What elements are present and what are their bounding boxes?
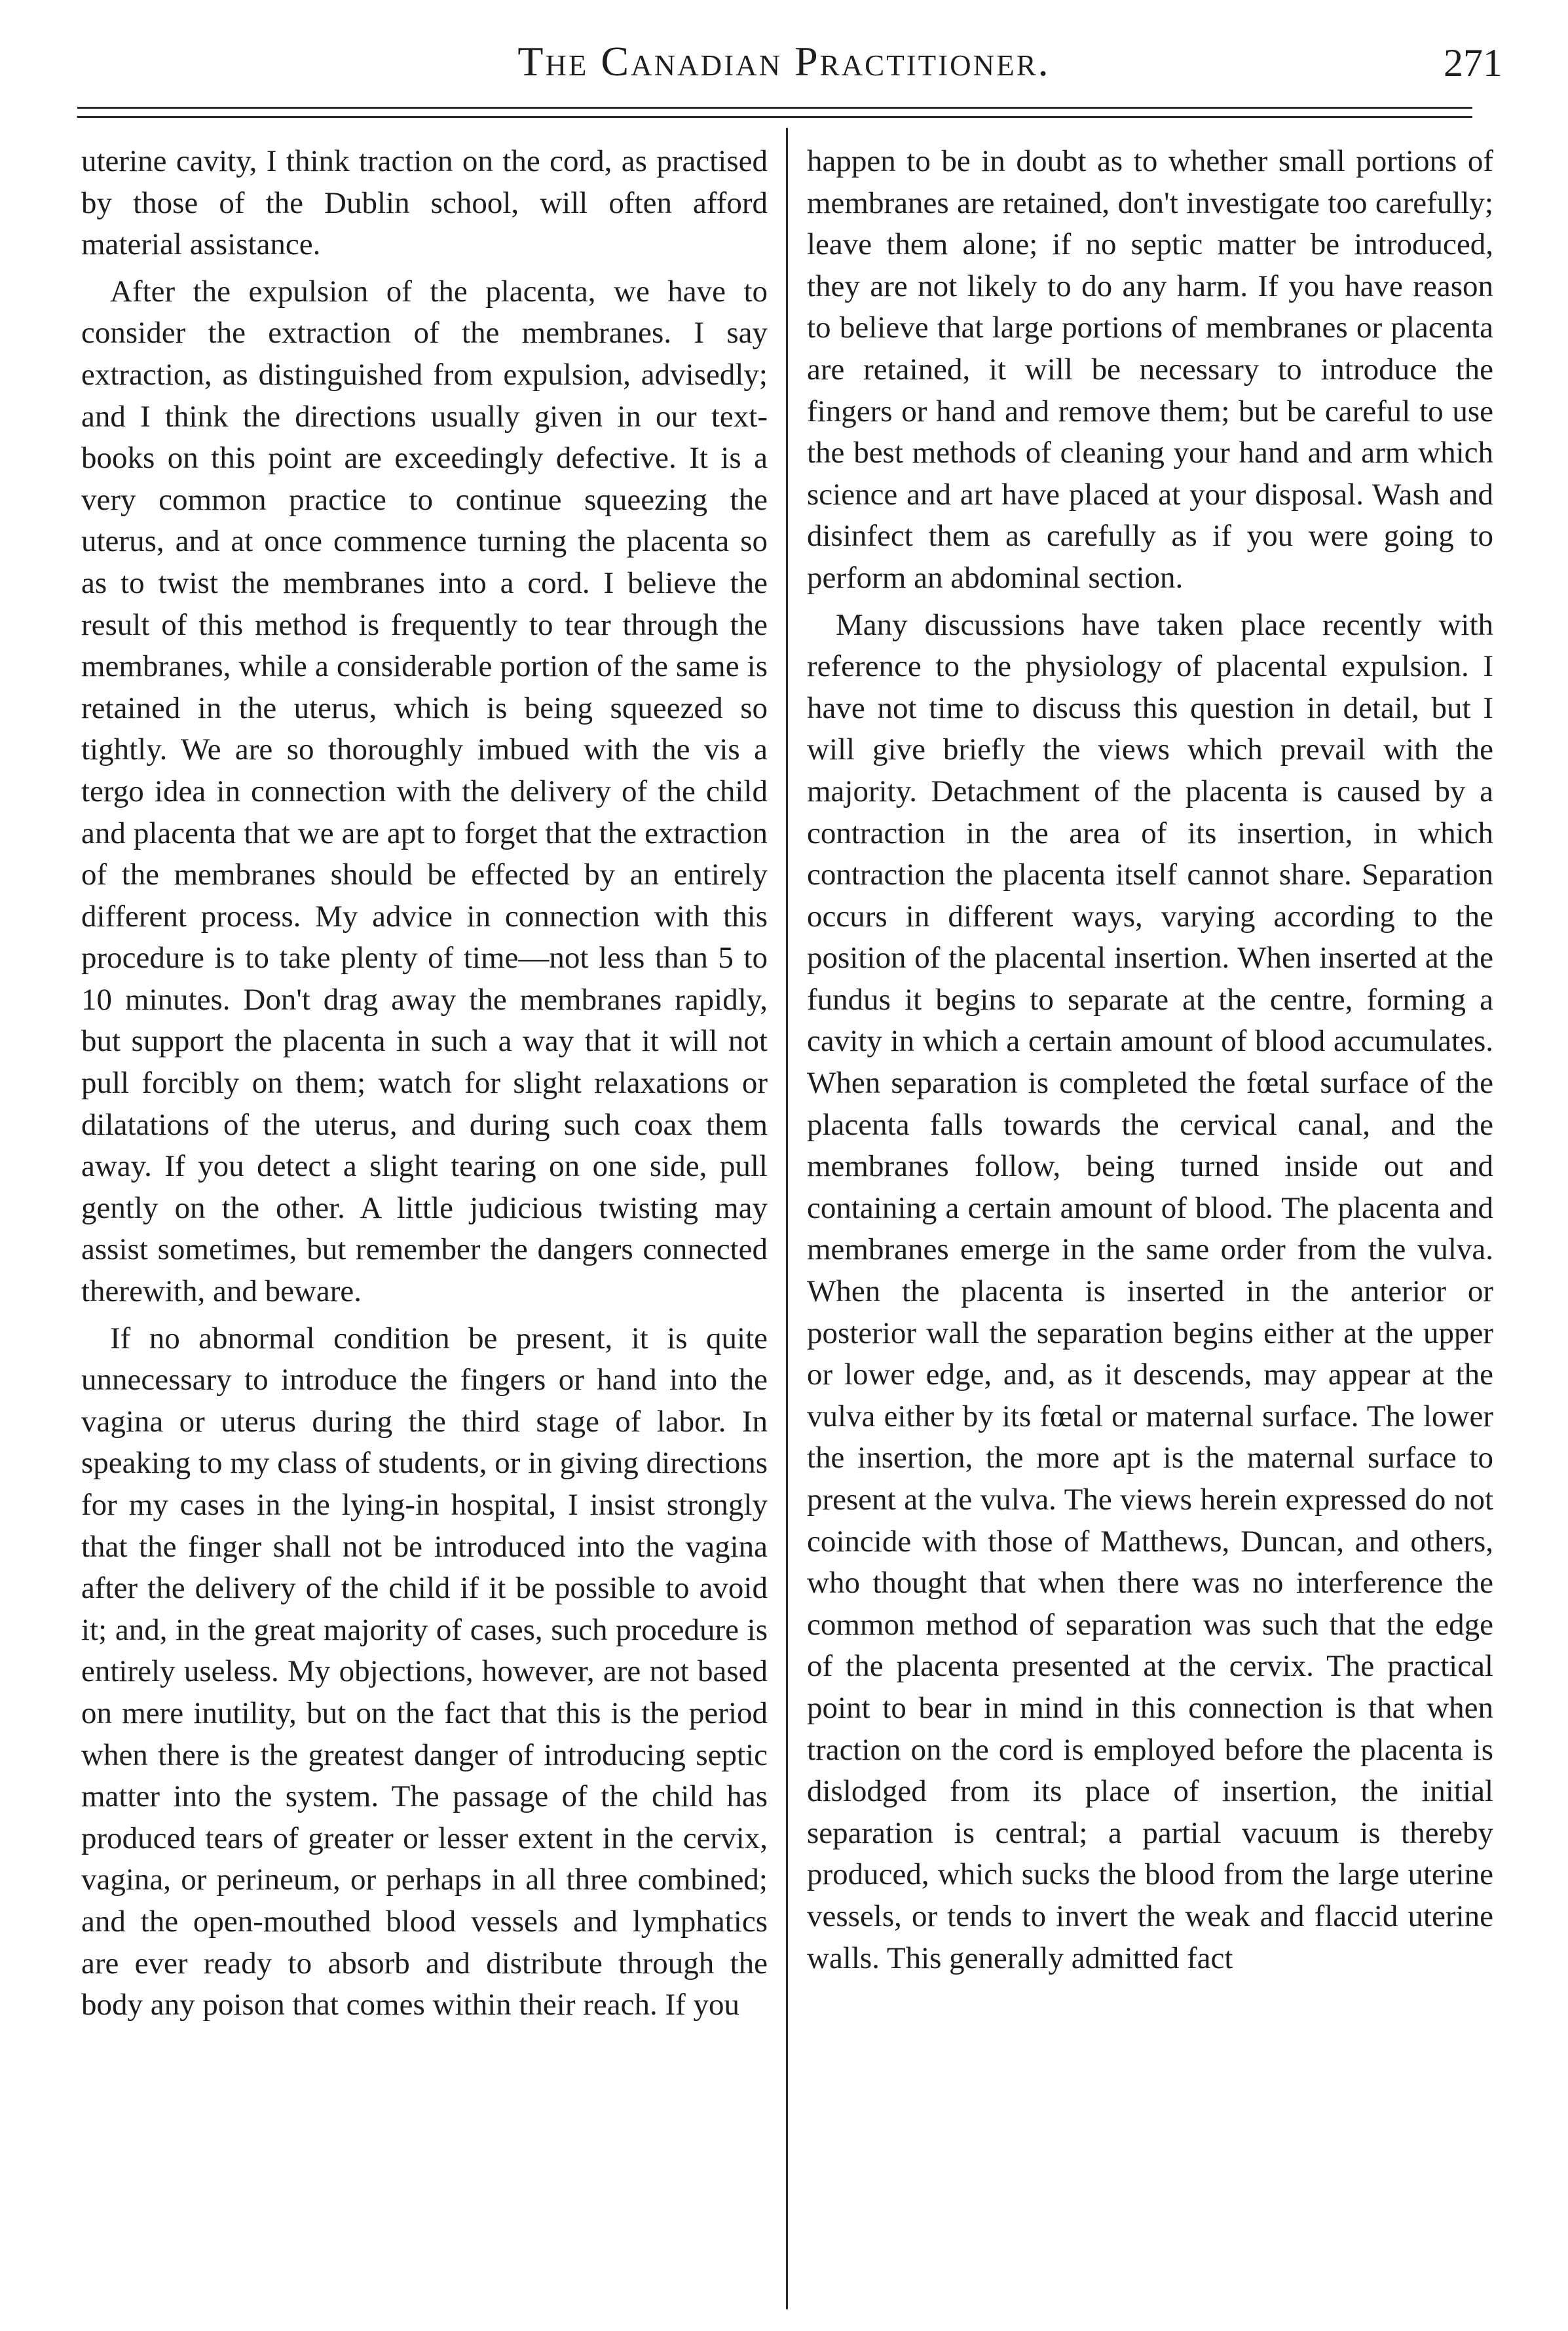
left-column <box>81 141 768 2316</box>
paragraph-membranes-extraction: After the expulsion of the placenta, we have to consider the extraction of the membranes. I say extraction, as distinguished from expulsion, advisedly; and I think the directions usually given in our text-books on this point are exceedingly defective. It is a very common practice to continue squeezing the uterus, and at once commence turning the placenta so as to twist the membranes into a cord. I believe the result of this method is frequently to tear through the membranes, while a considerable portion of the same is retained in the uterus, which is being squeezed so tightly. We are so thoroughly imbued with the vis a tergo idea in connection with the delivery of the child and placenta that we are apt to forget that the extraction of the membranes should be effected by an entirely different process. My advice in connection with this procedure is to take plenty of time—not less than 5 to 10 minutes. Don't drag away the membranes rapidly, but support the placenta in such a way that it will not pull forcibly on them; watch for slight relaxations or dilatations of the uterus, and during such coax them away. If you detect a slight tearing on one side, pull gently on the other. A little judicious twisting may assist sometimes, but remember the dangers connected therewith, and beware. <box>81 274 768 1309</box>
journal-title: The Canadian Practitioner. <box>517 38 1051 85</box>
header-rule-bottom <box>77 116 1472 118</box>
right-column <box>807 141 1493 2316</box>
paragraph-retained-membranes: happen to be in doubt as to whether small portions of membranes are retained, don't investigate too carefully; leave them alone; if no septic matter be introduced, they are not likely to do any harm. If you have reason to believe that large portions of membranes or placenta are retained, it will be necessary to introduce the fingers or hand and remove them; but be careful to use the best methods of cleaning your hand and arm which science and art have placed at your disposal. Wash and disinfect them as carefully as if you were going to perform an abdominal section. <box>807 144 1493 595</box>
column-divider <box>786 128 788 2309</box>
paragraph-continued: uterine cavity, I think traction on the cord, as practised by those of the Dublin school, will often afford material assistance. <box>81 144 768 262</box>
header-rule-top <box>77 107 1472 109</box>
paragraph-placental-expulsion: Many discussions have taken place recently with reference to the physiology of placental expulsion. I have not time to discuss this question in detail, but I will give briefly the views which prevail with the majority. Detachment of the placenta is caused by a contraction in the area of its insertion, in which contraction the placenta itself cannot share. Separation occurs in different ways, varying according to the position of the placental insertion. When inserted at the fundus it begins to separate at the centre, forming a cavity in which a certain amount of blood accumulates. When separation is completed the fœtal surface of the placenta falls towards the cervical canal, and the membranes follow, being turned inside out and containing a certain amount of blood. The placenta and membranes emerge in the same order from the vulva. When the placenta is inserted in the anterior or posterior wall the separation begins either at the upper or lower edge, and, as it descends, may appear at the vulva either by its fœtal or maternal surface. The lower the insertion, the more apt is the maternal surface to present at the vulva. The views herein expressed do not coincide with those of Matthews, Duncan, and others, who thought that when there was no interference the common method of separation was such that the edge of the placenta presented at the cervix. The practical point to bear in mind in this connection is that when traction on the cord is employed before the placenta is dislodged from its place of insertion, the initial separation is central; a partial vacuum is thereby produced, which sucks the blood from the large uterine vessels, or tends to invert the weak and flaccid uterine walls. This generally admitted fact <box>807 607 1493 1975</box>
paragraph-septic-danger: If no abnormal condition be present, it is quite unnecessary to introduce the fingers or hand into the vagina or uterus during the third stage of labor. In speaking to my class of students, or in giving directions for my cases in the lying-in hospital, I insist strongly that the finger shall not be introduced into the vagina after the delivery of the child if it be possible to avoid it; and, in the great majority of cases, such procedure is entirely useless. My objections, however, are not based on mere inutility, but on the fact that this is the period when there is the greatest danger of introducing septic matter into the system. The passage of the child has produced tears of greater or lesser extent in the cervix, vagina, or perineum, or perhaps in all three combined; and the open-mouthed blood vessels and lymphatics are ever ready to absorb and distribute through the body any poison that comes within their reach. If you <box>81 1321 768 2022</box>
page-number: 271 <box>1444 41 1503 85</box>
